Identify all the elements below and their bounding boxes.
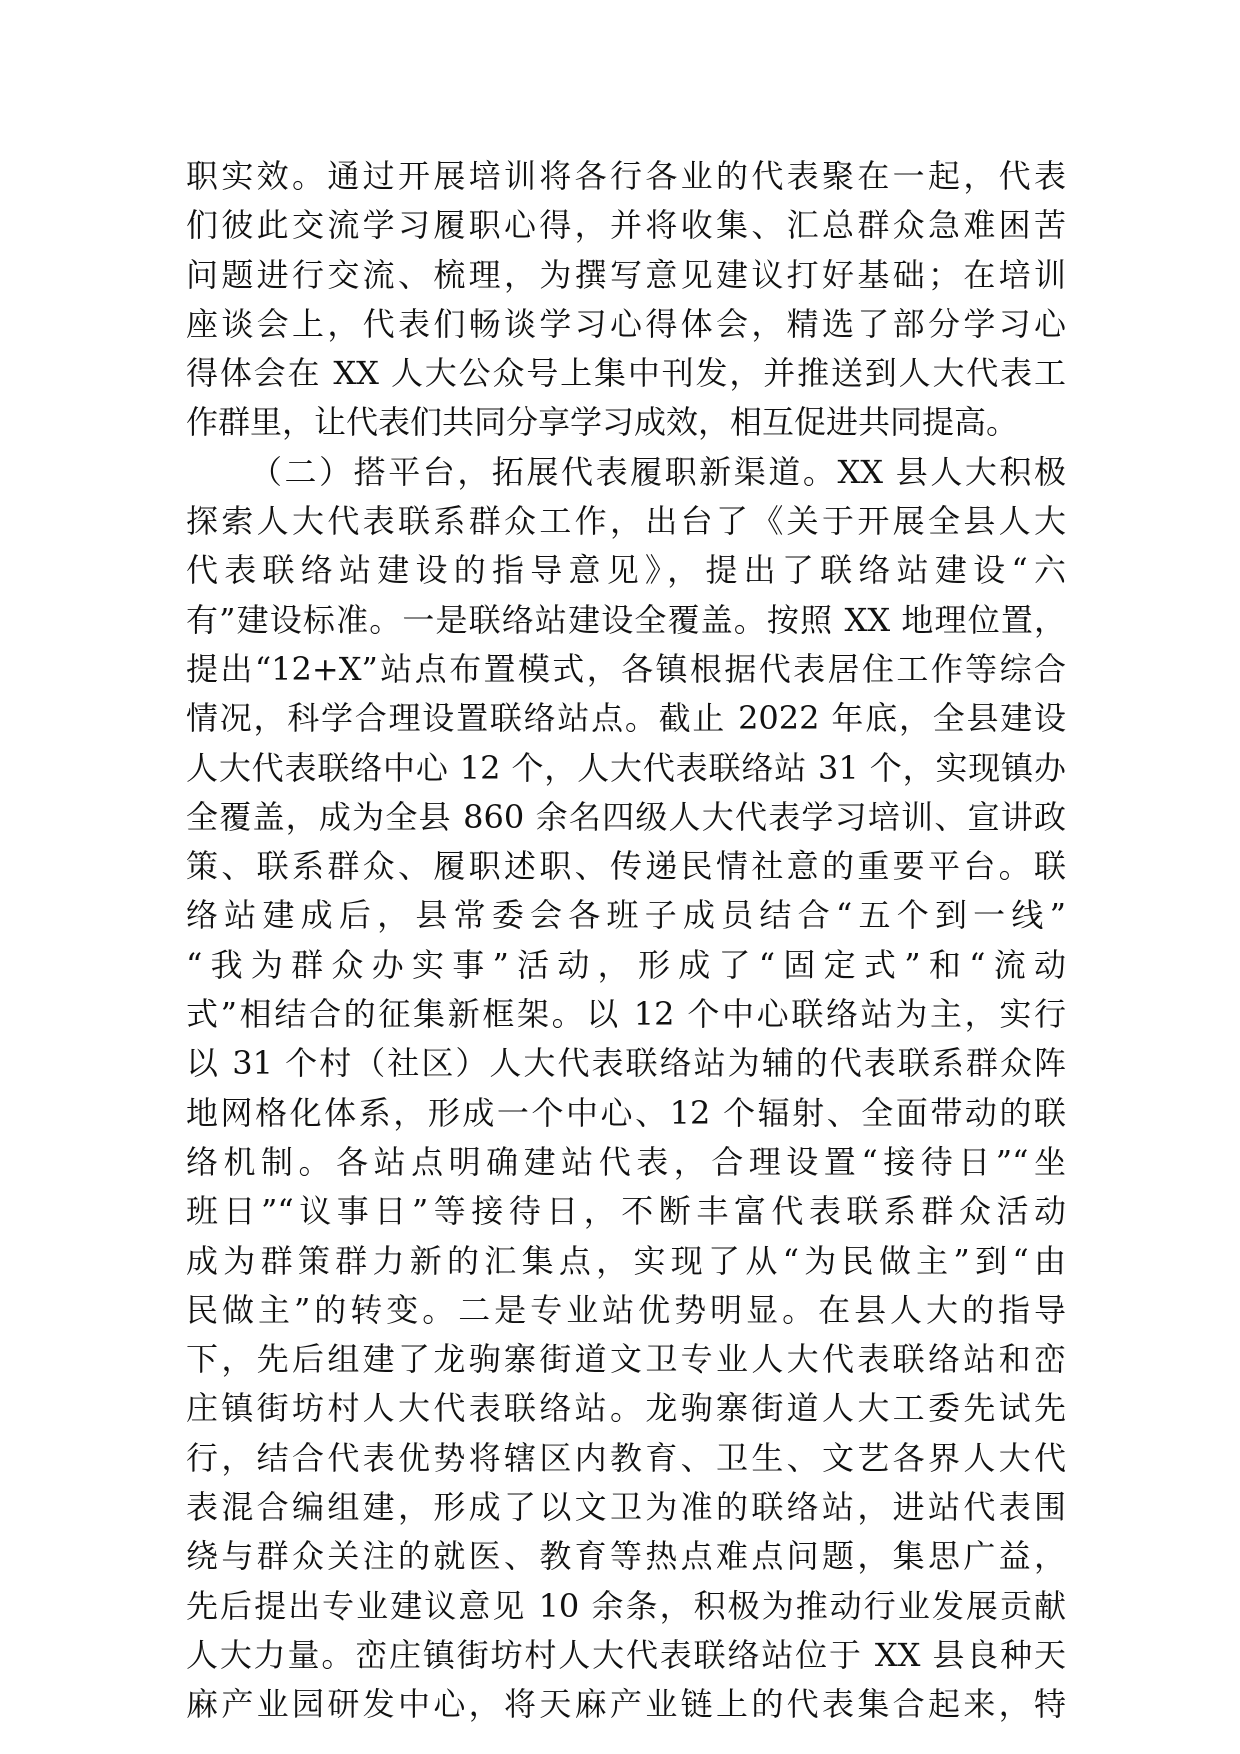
text-line: 表混合编组建，形成了以文卫为准的联络站，进站代表围: [186, 1488, 1066, 1527]
text-line: 成为群策群力新的汇集点，实现了从“为民做主”到“由: [186, 1241, 1066, 1280]
text-line: 班日”“议事日”等接待日，不断丰富代表联系群众活动: [186, 1192, 1066, 1231]
text-line: 有”建设标准。一是联络站建设全覆盖。按照 XX 地理位置，: [186, 600, 1066, 639]
text-line: 情况，科学合理设置联络站点。截止 2022 年底，全县建设: [186, 699, 1066, 738]
text-line: 麻产业园研发中心，将天麻产业链上的代表集合起来，特: [186, 1685, 1066, 1724]
text-line: 以 31 个村（社区）人大代表联络站为辅的代表联系群众阵: [186, 1044, 1066, 1083]
text-line: 庄镇街坊村人大代表联络站。龙驹寨街道人大工委先试先: [186, 1389, 1066, 1428]
text-line: 行，结合代表优势将辖区内教育、卫生、文艺各界人大代: [186, 1438, 1066, 1477]
text-line: 民做主”的转变。二是专业站优势明显。在县人大的指导: [186, 1290, 1066, 1329]
text-line: 探索人大代表联系群众工作，出台了《关于开展全县人大: [186, 502, 1066, 541]
text-line: 先后提出专业建议意见 10 余条，积极为推动行业发展贡献: [186, 1586, 1066, 1625]
text-line: 职实效。通过开展培训将各行各业的代表聚在一起，代表: [186, 157, 1066, 195]
text-line: 座谈会上，代表们畅谈学习心得体会，精选了部分学习心: [186, 304, 1066, 343]
text-line: 络站建成后，县常委会各班子成员结合“五个到一线”: [186, 896, 1066, 935]
text-line: 得体会在 XX 人大公众号上集中刊发，并推送到人大代表工: [186, 354, 1066, 393]
text-line: 全覆盖，成为全县 860 余名四级人大代表学习培训、宣讲政: [186, 797, 1066, 836]
text-line: 们彼此交流学习履职心得，并将收集、汇总群众急难困苦: [186, 206, 1066, 245]
text-line: 地网格化体系，形成一个中心、12 个辐射、全面带动的联: [186, 1093, 1066, 1132]
text-line: 问题进行交流、梳理，为撰写意见建议打好基础；在培训: [186, 255, 1066, 294]
text-line: 下，先后组建了龙驹寨街道文卫专业人大代表联络站和峦: [186, 1340, 1066, 1379]
text-line: 提出“12+X”站点布置模式，各镇根据代表居住工作等综合: [186, 649, 1066, 688]
body-text: [186, 152, 1066, 1730]
text-line: 络机制。各站点明确建站代表，合理设置“接待日”“坐: [186, 1142, 1066, 1181]
text-line: 策、联系群众、履职述职、传递民情社意的重要平台。联: [186, 847, 1066, 886]
text-line: 人大代表联络中心 12 个，人大代表联络站 31 个，实现镇办: [186, 748, 1066, 787]
text-line: 代表联络站建设的指导意见》，提出了联络站建设“六: [186, 551, 1066, 590]
section-heading-line: （二）搭平台，拓展代表履职新渠道。XX 县人大积极: [250, 452, 1066, 491]
text-line: 式”相结合的征集新框架。以 12 个中心联络站为主，实行: [186, 995, 1066, 1034]
text-line: 人大力量。峦庄镇街坊村人大代表联络站位于 XX 县良种天: [186, 1635, 1066, 1674]
text-line: “我为群众办实事”活动，形成了“固定式”和“流动: [186, 945, 1066, 984]
text-line: 作群里，让代表们共同分享学习成效，相互促进共同提高。: [186, 403, 1019, 442]
text-line: 绕与群众关注的就医、教育等热点难点问题，集思广益，: [186, 1537, 1066, 1576]
